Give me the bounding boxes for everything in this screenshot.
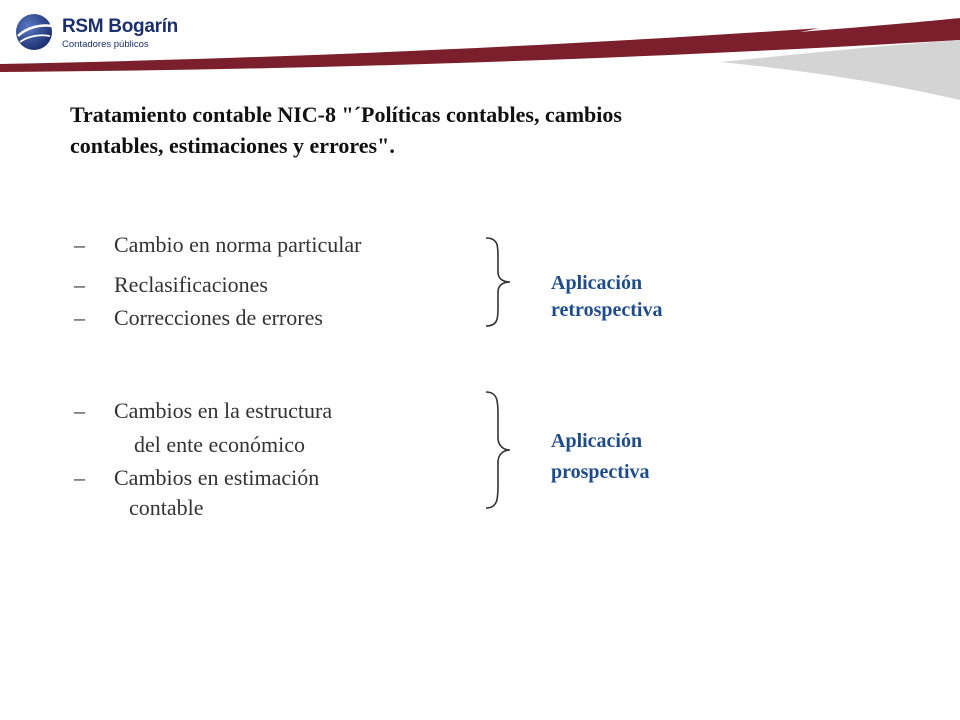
- result-label-line: prospectiva: [551, 461, 650, 483]
- logo-subtitle: Contadores públicos: [62, 39, 149, 50]
- logo-name: RSM Bogarín: [62, 16, 178, 37]
- globe-logo-icon: [14, 10, 54, 54]
- bullet-dash: –: [74, 465, 85, 490]
- right-brace-icon: [484, 390, 514, 510]
- list-item-text: Cambio en norma particular: [114, 232, 362, 257]
- slide-title: Tratamiento contable NIC-8 "´Políticas contables, cambios contables, estimaciones y errores".: [70, 102, 622, 158]
- list-item-text: Cambios en la estructura: [114, 398, 333, 423]
- list-item-text: Reclasificaciones: [114, 272, 268, 297]
- company-logo: [14, 10, 214, 58]
- list-item: [74, 232, 361, 258]
- right-brace-icon: [484, 236, 514, 328]
- result-label: [551, 430, 650, 484]
- list-item: [74, 305, 323, 331]
- result-label-line: Aplicación: [551, 272, 643, 294]
- bullet-dash: –: [74, 398, 85, 423]
- bullet-dash: –: [74, 232, 85, 257]
- list-item: [74, 398, 332, 424]
- result-label-line: Aplicación: [551, 430, 643, 452]
- list-item-continuation: contable: [129, 495, 204, 520]
- bullet-dash: –: [74, 272, 85, 297]
- list-item-text: Cambios en estimación: [114, 465, 320, 490]
- result-label-line: retrospectiva: [551, 299, 663, 321]
- result-label: [551, 272, 662, 322]
- list-item: [74, 272, 268, 298]
- list-item-text: Correcciones de errores: [114, 305, 323, 330]
- list-item: [74, 465, 319, 491]
- bullet-dash: –: [74, 305, 85, 330]
- list-item-continuation: del ente económico: [134, 432, 306, 457]
